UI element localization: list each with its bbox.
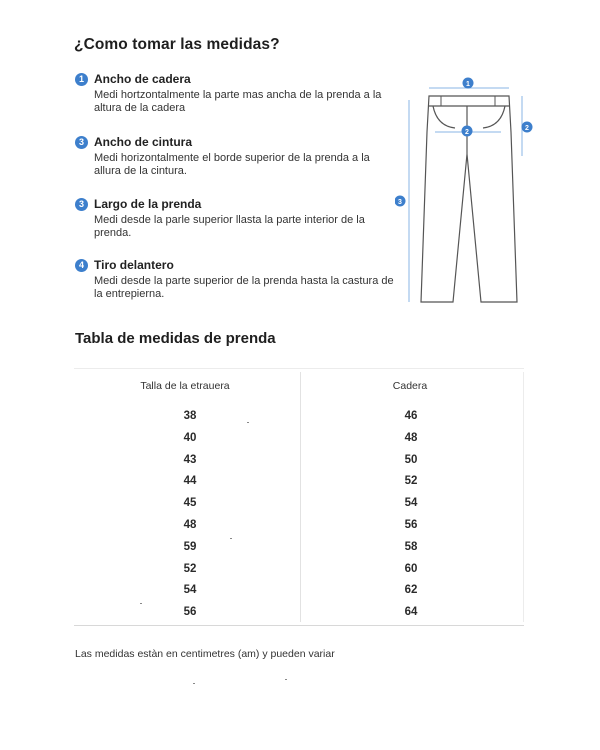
hip-cell: 50 [404, 453, 418, 466]
size-cell: 54 [183, 584, 197, 597]
step-title: Ancho de cintura [94, 135, 193, 149]
step-number-badge: 1 [75, 73, 88, 86]
size-cell: 52 [183, 562, 197, 575]
belt-loops-icon [441, 96, 495, 106]
size-cell: 59 [183, 540, 197, 553]
step-title: Ancho de cadera [94, 72, 191, 86]
marker-2-side-icon [522, 122, 533, 133]
hip-cell: 56 [404, 519, 418, 531]
size-table [74, 368, 524, 626]
marker-2-waist-icon [462, 126, 473, 137]
size-cell: 43 [183, 453, 197, 466]
size-cell: 38 [183, 410, 197, 422]
step-description: Medi hortzontalmente la parte mas ancha de la prenda a la altura de la cadera [94, 89, 382, 114]
svg-text:1: 1 [466, 81, 470, 88]
size-cell: 48 [183, 519, 197, 531]
svg-text:2: 2 [465, 129, 469, 136]
hip-cell: 54 [404, 497, 418, 510]
column-header-hip: Cadera [392, 380, 428, 392]
size-cell: 44 [183, 475, 197, 488]
size-cell: 45 [183, 497, 197, 510]
hip-cell: 60 [404, 562, 418, 575]
step-number-badge: 3 [75, 136, 88, 149]
table-right-edge [523, 372, 524, 622]
column-header-size: Talla de la etrauera [140, 380, 230, 392]
marker-3-icon [395, 196, 406, 207]
step-title: Largo de la prenda [94, 197, 202, 211]
svg-text:2: 2 [525, 125, 529, 132]
marker-1-icon [463, 78, 474, 89]
step-description: Medi desde la parle superior llasta la parte interior de la prenda. [94, 214, 365, 239]
hip-cell: 52 [404, 475, 418, 488]
hip-cell: 62 [404, 584, 418, 597]
table-title: Tabla de medidas de prenda [75, 330, 276, 347]
hip-cell: 46 [404, 410, 418, 422]
size-cell: 56 [183, 606, 197, 619]
footnote: Las medidas estàn en centimetres (am) y pueden variar [75, 648, 335, 660]
step-title: Tiro delantero [94, 258, 174, 272]
step-number-badge: 4 [75, 259, 88, 272]
step-description: Medi desde la parte superior de la prenda hasta la castura de la entrepierna. [94, 275, 394, 300]
step-number-badge: 3 [75, 198, 88, 211]
size-cell: 40 [183, 431, 197, 444]
page-title: ¿Como tomar las medidas? [74, 36, 280, 53]
table-column-divider [300, 372, 301, 622]
step-description: Medi horizontalmente el borde superior de la prenda a la allura de la cintura. [94, 152, 370, 177]
pants-diagram [395, 70, 545, 310]
hip-cell: 64 [404, 606, 418, 619]
hip-cell: 48 [404, 431, 418, 444]
hip-cell: 58 [404, 540, 418, 553]
svg-text:3: 3 [398, 199, 402, 206]
